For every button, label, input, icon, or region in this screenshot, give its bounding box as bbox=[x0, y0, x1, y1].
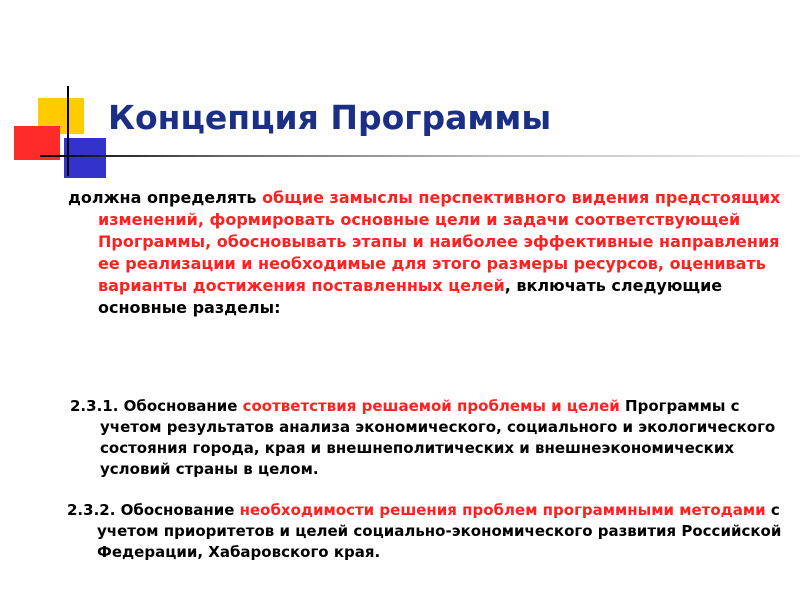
slide-title: Концепция Программы bbox=[108, 98, 552, 137]
item-2-text-2: с учетом приоритетов и целей социально-экономического развития Российской Федерации, Хабаровского края. bbox=[97, 501, 782, 561]
list-item-2-3-2 bbox=[67, 500, 797, 563]
intro-paragraph bbox=[68, 187, 798, 319]
item-2-highlight: необходимости решения проблем программными методами bbox=[239, 501, 766, 519]
intro-text-1: должна определять bbox=[68, 188, 263, 207]
decor-blue-square bbox=[64, 138, 106, 178]
item-1-highlight: соответствия решаемой проблемы и целей bbox=[242, 397, 620, 415]
list-item-2-3-1 bbox=[70, 396, 798, 480]
item-1-text-1: 2.3.1. Обоснование bbox=[70, 397, 243, 415]
intro-highlight: общие замыслы перспективного видения предстоящих изменений, формировать основные цели и задачи соответствующей Программы, обосновывать этапы и наиболее эффективные направления ее реализации и необходимые для этого размеры ресурсов, оценивать варианты достижения поставленных целей bbox=[98, 188, 781, 295]
title-underline bbox=[40, 155, 800, 157]
item-2-text-1: 2.3.2. Обоснование bbox=[67, 501, 240, 519]
item-1-text-2: Программы с учетом результатов анализа экономического, социального и экологического состояния города, края и внешнеполитических и внешнеэкономических условий страны в целом. bbox=[100, 397, 776, 478]
intro-text-2: , включать следующие основные разделы: bbox=[98, 276, 723, 317]
decor-vertical-line bbox=[67, 86, 69, 176]
